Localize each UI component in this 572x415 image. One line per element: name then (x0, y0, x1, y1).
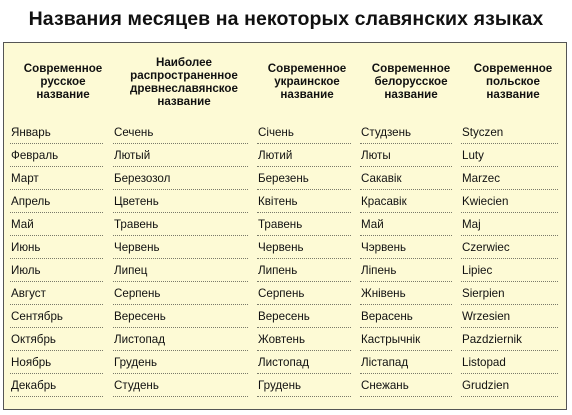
table-cell: Березозол (113, 169, 248, 190)
table-cell: Май (360, 215, 452, 236)
column-header-2: Наиболее распространенное древнеславянское название (130, 55, 238, 108)
table-cell: Listopad (461, 353, 558, 374)
table-cell: Студзень (360, 123, 452, 144)
table-cell: Март (10, 169, 103, 190)
table-cell: Pazdziernik (461, 330, 558, 351)
table-row (8, 283, 563, 306)
column-header-1: Современное русское название (23, 62, 103, 101)
table-cell: Ноябрь (10, 353, 103, 374)
column-header-4: Современное белорусское название (371, 62, 451, 101)
table-cell: Листопад (257, 353, 351, 374)
table-cell: Grudzien (461, 376, 558, 397)
table-cell: Жнівень (360, 284, 452, 305)
table-row (8, 168, 563, 191)
table-cell: Серпень (257, 284, 351, 305)
table-row (8, 191, 563, 214)
table-cell: Ліпень (360, 261, 452, 282)
table-row (8, 122, 563, 145)
table-cell: Лютий (257, 146, 351, 167)
table-cell: Січень (257, 123, 351, 144)
table-cell: Липень (257, 261, 351, 282)
table-cell: Червень (257, 238, 351, 259)
table-cell: Березень (257, 169, 351, 190)
table-cell: Sierpien (461, 284, 558, 305)
table-row (8, 329, 563, 352)
table-cell: Июнь (10, 238, 103, 259)
table-row (8, 260, 563, 283)
table-cell: Цветень (113, 192, 248, 213)
table-cell: Студень (113, 376, 248, 397)
table-cell: Август (10, 284, 103, 305)
table-cell: Июль (10, 261, 103, 282)
table-cell: Czerwiec (461, 238, 558, 259)
table-cell: Сечень (113, 123, 248, 144)
table-cell: Февраль (10, 146, 103, 167)
table-cell: Красавік (360, 192, 452, 213)
table-cell: Сентябрь (10, 307, 103, 328)
table-cell: Январь (10, 123, 103, 144)
table-row (8, 306, 563, 329)
table-cell: Maj (461, 215, 558, 236)
table-cell: Май (10, 215, 103, 236)
table-cell: Октябрь (10, 330, 103, 351)
table-cell: Грудень (257, 376, 351, 397)
table-cell: Wrzesien (461, 307, 558, 328)
table-cell: Styczen (461, 123, 558, 144)
table-cell: Чэрвень (360, 238, 452, 259)
table-cell: Сакавік (360, 169, 452, 190)
table-cell: Червень (113, 238, 248, 259)
table-cell: Люты (360, 146, 452, 167)
column-header-3: Современное украинское название (267, 62, 347, 101)
table-cell: Lipiec (461, 261, 558, 282)
table-cell: Грудень (113, 353, 248, 374)
table-cell: Травень (257, 215, 351, 236)
table-cell: Kwiecien (461, 192, 558, 213)
table-cell: Luty (461, 146, 558, 167)
table-cell: Апрель (10, 192, 103, 213)
table-cell: Marzec (461, 169, 558, 190)
table-cell: Декабрь (10, 376, 103, 397)
table-cell: Снежань (360, 376, 452, 397)
table-cell: Листопад (113, 330, 248, 351)
column-header-5: Современное польское название (473, 62, 553, 101)
table-cell: Липец (113, 261, 248, 282)
table-row (8, 145, 563, 168)
table-cell: Квітень (257, 192, 351, 213)
table-cell: Жовтень (257, 330, 351, 351)
table-cell: Серпень (113, 284, 248, 305)
table-cell: Вересень (113, 307, 248, 328)
table-cell: Вересень (257, 307, 351, 328)
table-row (8, 352, 563, 375)
table-header (4, 43, 566, 120)
table-row (8, 237, 563, 260)
months-table (3, 42, 567, 410)
table-cell: Травень (113, 215, 248, 236)
table-cell: Лютый (113, 146, 248, 167)
table-cell: Верасень (360, 307, 452, 328)
table-cell: Лістапад (360, 353, 452, 374)
page-title: Названия месяцев на некоторых славянских языках (28, 8, 544, 30)
table-cell: Кастрычнік (360, 330, 452, 351)
table-row (8, 214, 563, 237)
table-row (8, 375, 563, 398)
